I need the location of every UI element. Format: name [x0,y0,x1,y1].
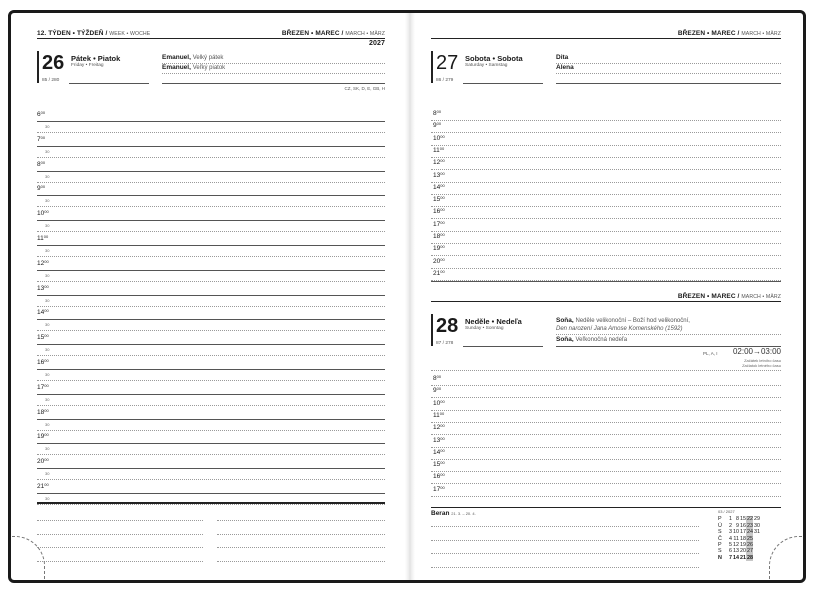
half-hour-label: 30 [45,124,50,129]
calendar-day: 26 [747,542,753,549]
sun-day-number: 28 [436,315,459,337]
weekday-letter: Ú [718,522,722,529]
half-hour-label: 30 [45,272,50,278]
half-hour-label: 30 [45,496,50,501]
note-line [431,567,699,568]
sat-day-name: Sobota • Sobota [465,54,523,63]
hour-line [431,182,781,183]
hour-line [37,419,385,420]
hour-line [37,443,385,444]
hour-label: $20^{00}$ [37,457,49,466]
hour-line [431,268,781,269]
hour-line [431,169,781,170]
hour-line [37,369,385,370]
half-hour-label: 30 [45,471,50,477]
hour-label: $13^{00}$ [433,170,445,179]
weekday-letter: N [718,554,722,561]
calendar-day: 10 [733,529,739,536]
hour-line [37,319,385,320]
half-hour-label: 30 [45,396,50,402]
calendar-day: 29 [754,516,760,523]
right-page [413,13,803,580]
hour-label: $19^{00}$ [37,432,49,441]
hour-label: $19^{00}$ [433,244,445,253]
half-hour-label: 30 [45,248,50,253]
note-line [431,540,699,541]
sun-nameday-sk: Soňa, Veľkonočná nedeľa [556,336,628,343]
sun-day-name-en-de: Sunday • Sonntag [465,326,504,331]
hour-label: $9^{00}$ [433,121,442,130]
sun-anniversary: Den narození Jana Amose Komenského (1592) [556,326,683,332]
calendar-day: 14 [733,554,739,561]
half-hour-line [37,430,385,431]
note-line [217,534,385,535]
half-hour-label: 30 [45,148,50,154]
holiday-countries: CZ, SK, D, E, GB, H [344,86,385,91]
half-hour-label: 30 [45,446,50,452]
hour-label: $15^{00}$ [433,195,445,204]
hour-line [37,493,385,494]
hour-line [431,218,781,219]
hour-line [37,295,385,296]
hour-label: $14^{00}$ [433,182,445,191]
hour-line [431,194,781,195]
sat-day-of-year: 86 / 279 [436,78,454,83]
calendar-day: 13 [733,548,739,555]
hour-label: $13^{00}$ [433,435,445,444]
hour-label: $12^{00}$ [37,258,49,267]
half-hour-label: 30 [45,372,50,377]
day-name: Pátek • Piatok [71,54,121,63]
calendar-day: 2 [729,522,732,529]
hour-line [431,397,781,398]
month-header-sun: BŘEZEN • MAREC / MARCH • MÄRZ [677,293,781,300]
hour-label: $10^{00}$ [433,398,445,407]
page-corner-left [8,536,45,582]
calendar-day: 6 [729,548,732,555]
hour-line [37,394,385,395]
hour-line [431,496,781,497]
half-hour-label: 30 [45,421,50,427]
month-header-sat: BŘEZEN • MAREC / MARCH • MÄRZ [677,30,781,37]
calendar-day: 11 [733,535,739,542]
calendar-day: 27 [747,548,753,555]
calendar-day: 30 [754,522,760,529]
calendar-day: 3 [729,529,732,536]
week-header: 12. TÝDEN • TÝŽDEŇ / WEEK • WOCHE [37,30,151,37]
hour-line [431,132,781,133]
half-hour-line [37,330,385,331]
hour-label: $16^{00}$ [433,472,445,481]
hour-label: $16^{00}$ [37,358,49,366]
weekday-letter: S [718,548,722,555]
hour-label: $21^{00}$ [37,482,49,490]
hour-line [37,220,385,221]
hour-label: $12^{00}$ [433,423,445,432]
half-hour-label: 30 [45,223,50,229]
note-line [217,561,385,562]
half-hour-line [37,206,385,207]
calendar-day: 28 [747,554,753,561]
half-hour-line [37,306,385,307]
hour-label: $6^{00}$ [37,110,46,118]
half-hour-label: 30 [45,297,50,303]
calendar-day: 18 [740,535,746,542]
note-line [37,561,203,562]
calendar-day: 21 [740,554,746,561]
day-of-year: 85 / 280 [42,78,60,83]
hour-line [431,434,781,435]
hour-line [431,385,781,386]
dst-note-cz: Začátek letního času [744,358,781,363]
weekday-letter: P [718,516,722,523]
weekday-letter: P [718,542,722,549]
calendar-day: 12 [733,542,739,549]
calendar-day [753,555,760,561]
half-hour-label: 30 [45,322,50,328]
hour-label: $12^{00}$ [433,158,445,167]
left-page [11,13,407,580]
note-line [37,547,203,548]
hour-label: $8^{00}$ [433,374,442,382]
hour-line [431,255,781,256]
half-hour-line [37,157,385,158]
hour-line [431,459,781,460]
half-hour-line [37,504,385,505]
hour-label: $9^{00}$ [433,386,442,395]
hour-line [37,468,385,469]
day-number: 26 [42,52,65,74]
note-line [431,526,699,527]
hour-label: $10^{00}$ [433,133,445,142]
sat-nameday-cz: Dita [556,54,569,61]
half-hour-label: 30 [45,347,50,353]
mini-calendar [718,509,760,561]
half-hour-line [37,355,385,356]
calendar-day: 9 [736,522,739,529]
hour-label: $13^{00}$ [37,283,49,292]
mini-calendar-row [718,555,760,561]
half-hour-label: 30 [45,198,50,204]
dst-note-sk: Začiatok letného času [742,363,781,368]
hour-line [37,344,385,345]
hour-label: $18^{00}$ [37,407,49,416]
hour-line [37,270,385,271]
calendar-day: 1 [729,516,732,523]
hour-line [431,231,781,232]
hour-line [431,422,781,423]
calendar-day: 8 [736,516,739,523]
calendar-day: 17 [740,529,746,536]
sun-holiday-countries: PL, A, I [703,351,718,356]
hour-label: $16^{00}$ [433,207,445,216]
dst-change-time: 02:00→03:00 [732,347,781,356]
hour-label: $11^{00}$ [433,410,445,419]
year-label: 2027 [369,40,385,47]
hour-line [431,447,781,448]
day-name-en-de: Friday • Freitag [71,63,104,68]
hour-label: $9^{00}$ [37,184,46,193]
note-line [217,547,385,548]
half-hour-line [37,454,385,455]
hour-label: $11^{00}$ [433,145,445,154]
calendar-day: 19 [740,542,746,549]
half-hour-line [37,231,385,232]
sat-day-name-en-de: Saturday • Samstag [465,63,508,68]
hour-label: $15^{00}$ [433,460,445,469]
hour-line [431,206,781,207]
calendar-day: 16 [740,522,746,529]
calendar-day: 25 [747,535,753,542]
hour-label: $21^{00}$ [433,268,445,277]
hour-label: $17^{00}$ [37,382,49,391]
half-hour-line [37,182,385,183]
note-line [37,534,203,535]
hour-line [37,245,385,246]
hour-label: $20^{00}$ [433,256,445,265]
hour-label: $11^{00}$ [37,234,49,242]
hour-line [37,146,385,147]
mini-calendar-title: 03 / 2027 [718,509,735,514]
half-hour-line [37,132,385,133]
calendar-day: 15 [740,516,746,523]
hour-label: $18^{00}$ [433,232,445,240]
note-line [37,520,203,521]
note-line [431,553,699,554]
weekday-letter: S [718,529,722,536]
hour-line [431,281,781,282]
calendar-day: 5 [729,542,732,549]
hour-line [431,410,781,411]
calendar-day: 31 [754,529,760,536]
half-hour-line [37,380,385,381]
hour-line [431,120,781,121]
half-hour-label: 30 [45,173,50,179]
sun-nameday-cz: Soňa, Neděle velikonoční – Boží hod velikonoční, [556,317,690,324]
sun-day-of-year: 87 / 278 [436,341,454,346]
sun-day-name: Neděle • Nedeľa [465,317,522,326]
weekday-letter: Č [718,535,722,542]
hour-label: $17^{00}$ [433,219,445,228]
sat-day-number: 27 [436,52,459,74]
hour-label: $17^{00}$ [433,484,445,493]
half-hour-line [37,479,385,480]
hour-line [37,195,385,196]
nameday-sk: Emanuel, Veľký piatok [162,64,226,71]
hour-line [37,171,385,172]
calendar-day: 23 [747,522,753,529]
hour-label: $14^{00}$ [37,308,49,317]
hour-label: $8^{00}$ [37,159,46,168]
hour-line [431,243,781,244]
calendar-day: 7 [729,554,732,561]
hour-line [37,121,385,122]
hour-line [431,483,781,484]
calendar-day: 20 [740,548,746,555]
nameday-cz: Emanuel, Velký pátek [162,54,224,61]
page-corner-right [769,536,806,582]
note-line [217,520,385,521]
hour-label: $10^{00}$ [37,209,49,218]
calendar-day: 22 [747,516,753,523]
hour-label: $15^{00}$ [37,333,49,342]
hour-label: $14^{00}$ [433,447,445,456]
hour-label: $7^{00}$ [37,134,46,143]
hour-line [431,145,781,146]
half-hour-line [37,281,385,282]
hour-line [431,157,781,158]
month-header: BŘEZEN • MAREC / MARCH • MÄRZ [281,30,385,37]
hour-line [431,471,781,472]
half-hour-line [37,405,385,406]
half-hour-line [37,256,385,257]
calendar-day: 4 [729,535,732,542]
hour-label: $8^{00}$ [433,109,442,117]
zodiac: Beran 21. 3. – 20. 4. [431,510,476,517]
planner-spread [8,10,806,583]
sat-nameday-sk: Alena [556,64,574,71]
calendar-day: 24 [747,529,753,536]
